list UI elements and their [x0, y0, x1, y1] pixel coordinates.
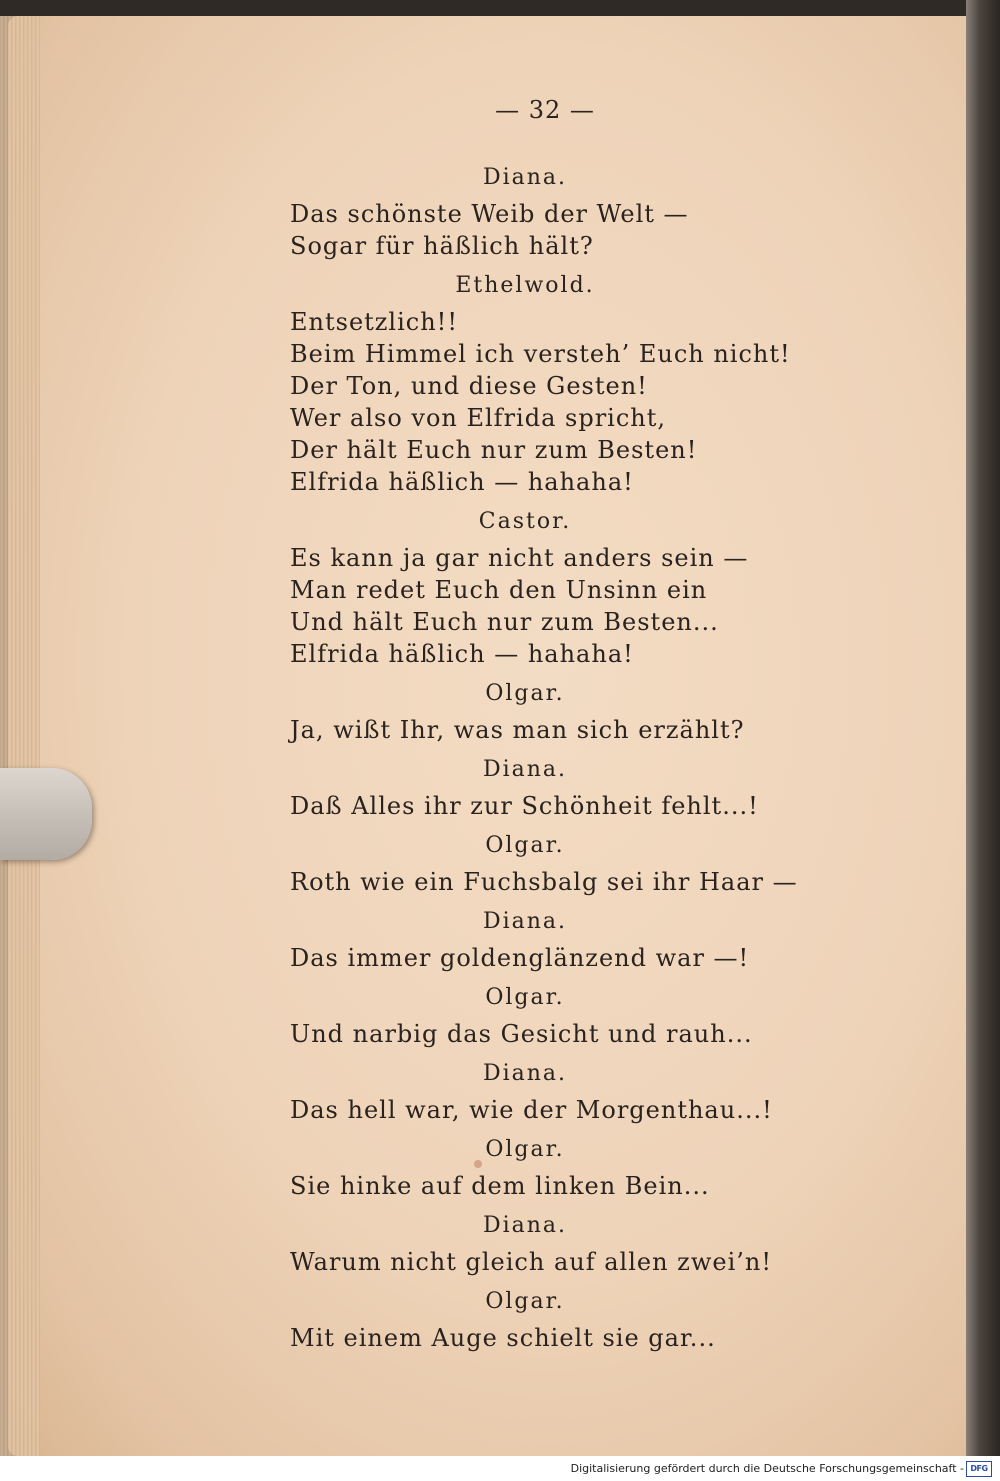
speaker-name: Ethelwold. — [455, 273, 595, 298]
verse-line: Das hell war, wie der Morgenthau...! — [290, 1096, 773, 1124]
verse-line: Wer also von Elfrida spricht, — [290, 404, 667, 432]
verse-line: Entsetzlich!! — [290, 308, 458, 336]
verse-line: Das immer goldenglänzend war —! — [290, 944, 750, 972]
speaker-name: Diana. — [482, 909, 568, 934]
verse-line: Und narbig das Gesicht und rauh... — [290, 1020, 753, 1048]
verse-line: Der hält Euch nur zum Besten! — [290, 436, 698, 464]
verse-line: Sie hinke auf dem linken Bein... — [290, 1172, 710, 1200]
page-number: — 32 — — [495, 96, 595, 124]
verse-line: Roth wie ein Fuchsbalg sei ihr Haar — — [290, 868, 798, 896]
ink-spot — [474, 1160, 482, 1168]
verse-line: Warum nicht gleich auf allen zwei’n! — [290, 1248, 772, 1276]
dfg-logo: DFG — [966, 1461, 992, 1477]
speaker-name: Olgar. — [485, 681, 565, 706]
speaker-name: Diana. — [482, 757, 568, 782]
speaker-name: Olgar. — [485, 985, 565, 1010]
speaker-name: Olgar. — [485, 833, 565, 858]
speaker-name: Castor. — [478, 509, 572, 534]
block-gap — [290, 1354, 810, 1358]
verse-line: Daß Alles ihr zur Schönheit fehlt...! — [290, 792, 759, 820]
verse-line: Es kann ja gar nicht anders sein — — [290, 544, 749, 572]
verse-line: Mit einem Auge schielt sie gar... — [290, 1324, 716, 1352]
page-clip — [0, 768, 92, 860]
verse-line: Sogar für häßlich hält? — [290, 232, 594, 260]
play-text — [290, 158, 810, 1358]
verse-line: Der Ton, und diese Gesten! — [290, 372, 648, 400]
verse-line: Und hält Euch nur zum Besten... — [290, 608, 719, 636]
speaker-name: Olgar. — [485, 1137, 565, 1162]
page-edges — [0, 16, 40, 1456]
speaker-name: Diana. — [482, 165, 568, 190]
digitization-credit: Digitalisierung gefördert durch die Deutsche Forschungsgemeinschaft - — [570, 1462, 964, 1475]
book-spine-edge — [966, 0, 1000, 1481]
speaker-name: Diana. — [482, 1061, 568, 1086]
verse-line: Elfrida häßlich — hahaha! — [290, 468, 634, 496]
verse-line: Beim Himmel ich versteh’ Euch nicht! — [290, 340, 791, 368]
verse-line: Das schönste Weib der Welt — — [290, 200, 689, 228]
speaker-name: Diana. — [482, 1213, 568, 1238]
speaker-name: Olgar. — [485, 1289, 565, 1314]
verse-line: Ja, wißt Ihr, was man sich erzählt? — [290, 716, 745, 744]
verse-line: Man redet Euch den Unsinn ein — [290, 576, 708, 604]
verse-line: Elfrida häßlich — hahaha! — [290, 640, 634, 668]
